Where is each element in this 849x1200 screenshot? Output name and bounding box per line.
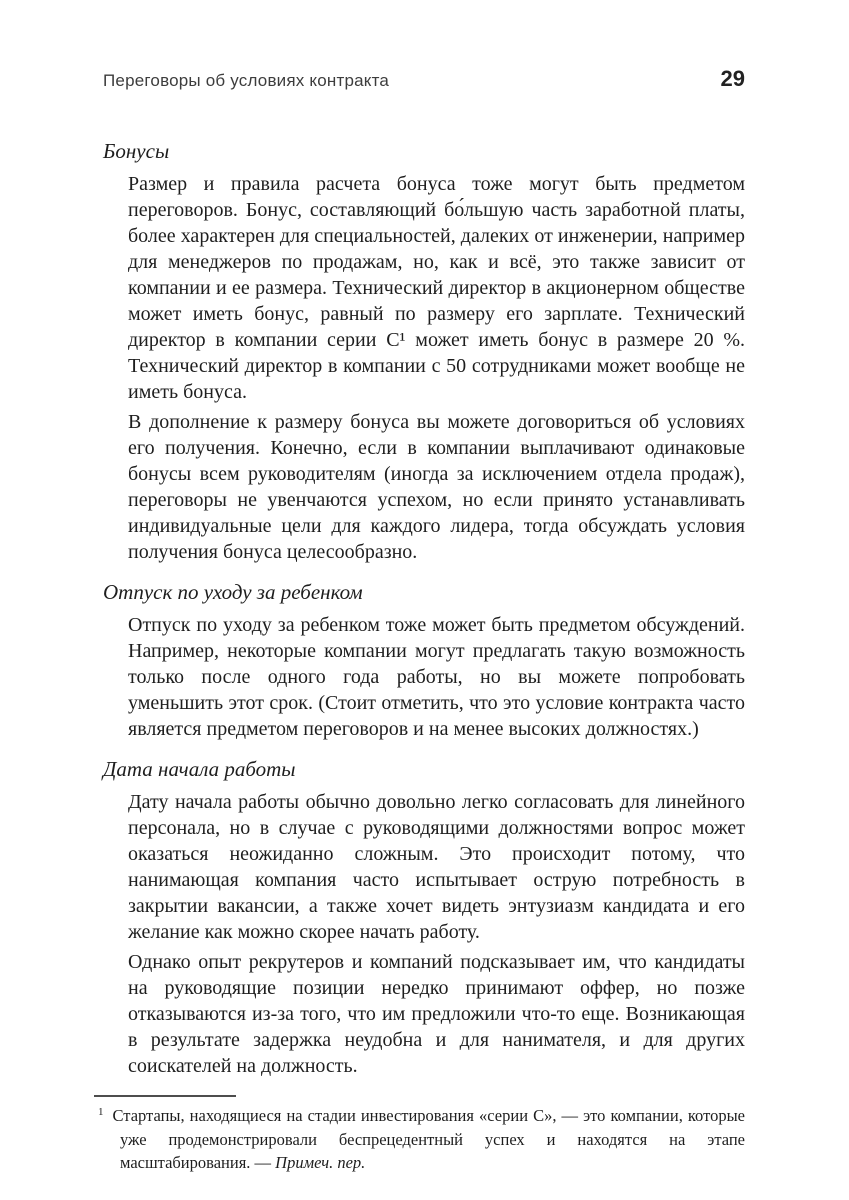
footnote-text bbox=[94, 1104, 745, 1175]
paragraph: Однако опыт рекрутеров и компаний подсказывает им, что кандидаты на руководящие позиции нередко принимают оффер, но позже отказываются из-за того, что им предложили что-то еще. Возникающая в результате задержка неудобна и для нанимателя, и для других соискателей на должность. bbox=[128, 951, 745, 1077]
footnote bbox=[94, 1095, 745, 1175]
page-body bbox=[98, 138, 745, 1175]
footnote-divider bbox=[94, 1095, 236, 1097]
footnote-body: Стартапы, находящиеся на стадии инвестирования «серии С», — это компании, которые уже продемонстрировали беспрецедентный успех и находятся на этапе масштабирования. — bbox=[112, 1106, 745, 1172]
section-heading-bonuses: Бонусы bbox=[103, 139, 170, 163]
running-header-title: Переговоры об условиях контракта bbox=[103, 71, 390, 90]
paragraph: Дату начала работы обычно довольно легко согласовать для линейного персонала, но в случае с руководящими должностями вопрос может оказаться неожиданно сложным. Это происходит потому, что нанимающая компания часто испытывает острую потребность в закрытии вакансии, а также хочет видеть энтузиазм кандидата и его желание как можно скорее начать работу. bbox=[128, 791, 745, 943]
paragraph: В дополнение к размеру бонуса вы можете договориться об условиях его получения. Конечно, если в компании выплачивают одинаковые бонусы всем руководителям (иногда за исключением отдела продаж), переговоры не увенчаются успехом, но если принято устанавливать индивидуальные цели для каждого лидера, тогда обсуждать условия получения бонуса целесообразно. bbox=[128, 411, 745, 563]
section-heading-parental-leave: Отпуск по уходу за ребенком bbox=[103, 580, 363, 604]
running-header bbox=[103, 66, 745, 92]
footnote-translator-note: Примеч. пер. bbox=[275, 1153, 366, 1172]
page-number: 29 bbox=[720, 66, 745, 91]
paragraph: Отпуск по уходу за ребенком тоже может быть предметом обсуждений. Например, некоторые компании могут предлагать такую возможность только после одного года работы, но вы можете попробовать уменьшить этот срок. (Стоит отметить, что это условие контракта часто является предметом переговоров и на менее высоких должностях.) bbox=[128, 614, 745, 740]
section-heading-start-date: Дата начала работы bbox=[103, 757, 296, 781]
footnote-marker: 1 bbox=[98, 1105, 104, 1118]
paragraph: Размер и правила расчета бонуса тоже могут быть предметом переговоров. Бонус, составляющий бо́льшую часть заработной платы, более характерен для специальностей, далеких от инженерии, например для менеджеров по продажам, но, как и всё, это также зависит от компании и ее размера. Технический директор в акционерном обществе может иметь бонус, равный по размеру его зарплате. Технический директор в компании серии С¹ может иметь бонус в размере 20 %. Технический директор в компании с 50 сотрудниками может вообще не иметь бонуса. bbox=[128, 173, 745, 403]
